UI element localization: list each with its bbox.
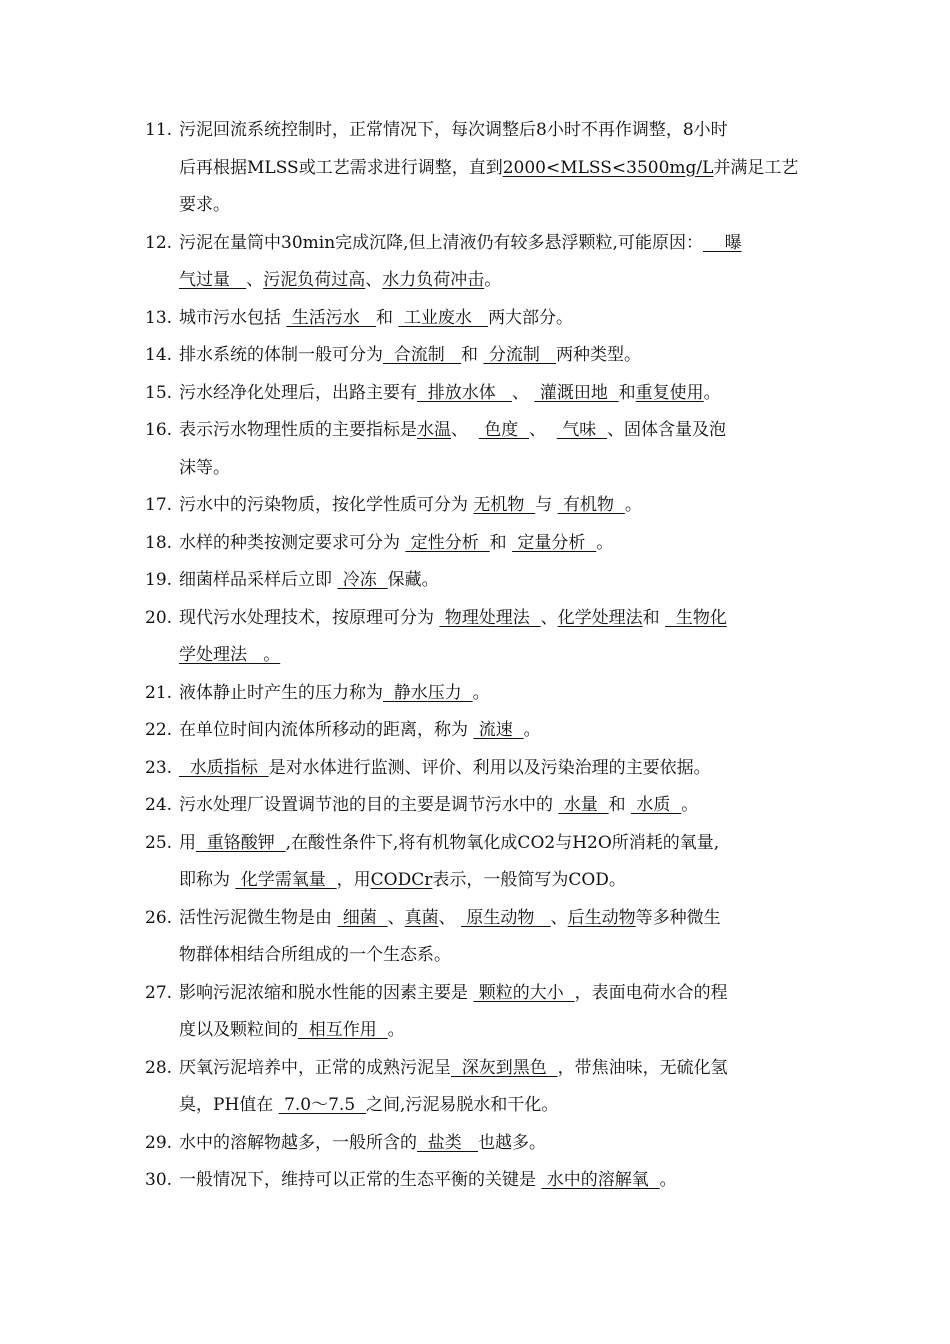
text-segment: 。 [472, 682, 490, 703]
text-segment: 活性污泥微生物是由 [179, 907, 338, 928]
question-item [145, 112, 810, 225]
answer-blank: 灌溉田地 [534, 382, 619, 403]
text-segment: 、固体含量及泡 [607, 420, 727, 440]
question-number: 11. [145, 120, 173, 140]
answer-blank: 定性分析 [405, 532, 490, 553]
question-item [145, 750, 810, 788]
text-segment: 污泥在量筒中30min完成沉降,但上清液仍有较多悬浮颗粒,可能原因： [179, 232, 703, 253]
question-item [145, 600, 810, 675]
answer-blank: 深灰到黑色 [451, 1057, 558, 1078]
text-segment: 。 [681, 795, 699, 815]
text-segment: 、 [365, 270, 383, 290]
text-segment: ，表面电荷水合的程 [574, 982, 728, 1003]
text-segment: 、 [438, 907, 462, 928]
text-segment: 影响污泥浓缩和脱水性能的因素主要是 [179, 982, 474, 1003]
question-item [145, 300, 810, 338]
text-segment: 表示，一般简写为COD。 [432, 870, 626, 890]
question-number: 12. [145, 232, 173, 253]
question-item [145, 675, 810, 713]
text-segment: 也越多。 [478, 1132, 547, 1153]
question-number: 24. [145, 795, 173, 815]
text-segment: 和 [618, 382, 636, 403]
text-segment: 、 [529, 420, 557, 440]
answer-blank: 工业废水 [398, 307, 489, 328]
question-text [179, 600, 810, 675]
answer-blank: 后生动物 [567, 907, 636, 928]
text-segment: 物群体相结合所组成的一个生态系。 [179, 945, 451, 965]
answer-blank: 原生动物 [461, 907, 551, 928]
text-segment: 、 [512, 382, 535, 403]
answer-blank: 静水压力 [383, 682, 473, 703]
question-number: 19. [145, 570, 173, 590]
question-number: 28. [145, 1057, 173, 1078]
text-segment: 一般情况下，维持可以正常的生态平衡的关键是 [179, 1170, 542, 1190]
question-number: 14. [145, 345, 173, 365]
text-line [179, 300, 810, 338]
text-segment: 并满足工艺 [713, 157, 799, 178]
text-segment: 保藏。 [387, 570, 439, 590]
text-segment: 。 [659, 1170, 677, 1190]
text-segment: 度以及颗粒间的 [179, 1020, 298, 1040]
answer-blank: 水量 [558, 795, 609, 815]
text-line [179, 187, 810, 225]
answer-blank: 盐类 [417, 1132, 479, 1153]
text-segment: 是对水体进行监测、评价、利用以及污染治理的主要依据。 [268, 757, 711, 778]
question-text [179, 225, 810, 300]
answer-blank: 定量分析 [512, 532, 597, 553]
question-number: 23. [145, 757, 173, 778]
answer-blank: 细菌 [337, 907, 388, 928]
question-number: 22. [145, 720, 173, 740]
answer-blank: 气味 [556, 420, 608, 440]
text-segment: 。 [523, 720, 541, 740]
question-text [179, 900, 810, 975]
question-text [179, 487, 810, 525]
answer-blank: 冷冻 [337, 570, 388, 590]
question-text [179, 412, 810, 487]
text-line [179, 487, 810, 525]
question-text [179, 712, 810, 750]
text-segment: 。 [387, 1020, 405, 1040]
answer-blank: 重复使用 [635, 382, 704, 403]
question-text [179, 562, 810, 600]
text-segment: 水样的种类按测定要求可分为 [179, 532, 406, 553]
text-segment: 与 [535, 495, 558, 515]
answer-blank: 排放水体 [417, 382, 513, 403]
question-text [179, 975, 810, 1050]
question-item [145, 487, 810, 525]
question-text [179, 337, 810, 375]
text-segment: 和 [461, 345, 484, 365]
text-segment: 污水经净化处理后，出路主要有 [179, 382, 417, 403]
question-text [179, 112, 810, 225]
text-segment: 、 [387, 907, 405, 928]
text-segment: 厌氧污泥培养中，正常的成熟污泥呈 [179, 1057, 451, 1078]
text-line [179, 337, 810, 375]
text-line [179, 262, 810, 300]
question-number: 20. [145, 607, 173, 628]
answer-blank: 学处理法 。 [179, 645, 281, 665]
answer-blank: 化学需氧量 [235, 870, 337, 890]
text-segment: 污水中的污染物质，按化学性质可分为 [179, 495, 474, 515]
text-line [179, 712, 810, 750]
text-segment: 和 [489, 532, 513, 553]
answer-blank: 水质指标 [179, 757, 269, 778]
text-line [179, 825, 810, 863]
text-segment: 用 [179, 832, 196, 853]
text-segment: 污水处理厂设置调节池的目的主要是调节污水中的 [179, 795, 559, 815]
answer-blank: 2000<MLSS<3500mg/L [502, 157, 714, 178]
question-text [179, 525, 810, 563]
question-number: 21. [145, 682, 173, 703]
text-segment: 臭，PH值在 [179, 1095, 279, 1115]
question-number: 13. [145, 307, 173, 328]
text-segment: 两大部分。 [488, 307, 574, 328]
question-number: 29. [145, 1132, 173, 1153]
question-number: 15. [145, 382, 173, 403]
text-line [179, 900, 810, 938]
question-number: 16. [145, 420, 173, 440]
answer-blank: CODCr [370, 870, 433, 890]
question-item [145, 1162, 810, 1200]
text-line [179, 450, 810, 488]
text-line [179, 412, 810, 450]
question-number: 17. [145, 495, 173, 515]
text-segment: 和 [642, 607, 666, 628]
answer-blank: 曝 [702, 232, 742, 253]
question-text [179, 675, 810, 713]
question-number: 27. [145, 982, 173, 1003]
text-line [179, 637, 810, 675]
question-text [179, 300, 810, 338]
answer-blank: 重铬酸钾 [196, 832, 286, 853]
text-segment: ，带焦油味，无硫化氢 [557, 1057, 728, 1078]
text-segment: 现代污水处理技术，按原理可分为 [179, 607, 440, 628]
text-segment: 污泥回流系统控制时，正常情况下，每次调整后8小时不再作调整，8小时 [179, 120, 728, 140]
text-line [179, 525, 810, 563]
text-segment: 排水系统的体制一般可分为 [179, 345, 383, 365]
question-item [145, 787, 810, 825]
question-item [145, 1050, 810, 1125]
answer-blank: 有机物 [557, 495, 625, 515]
question-number: 30. [145, 1170, 173, 1190]
question-item [145, 412, 810, 487]
text-line [179, 150, 810, 188]
text-segment: 沫等。 [179, 457, 230, 478]
answer-blank: 真菌 [404, 907, 439, 928]
question-text [179, 375, 810, 413]
text-segment: 之间,污泥易脱水和干化。 [365, 1095, 559, 1115]
text-line [179, 787, 810, 825]
text-segment: 、 [451, 420, 479, 440]
answer-blank: 合流制 [383, 345, 462, 365]
text-segment: 细菌样品采样后立即 [179, 570, 338, 590]
text-segment: 。 [596, 532, 614, 553]
question-text [179, 825, 810, 900]
text-segment: 液体静止时产生的压力称为 [179, 682, 383, 703]
text-segment: 。 [703, 382, 721, 403]
answer-blank: 物理处理法 [439, 607, 541, 628]
text-line [179, 562, 810, 600]
text-segment: 两种类型。 [556, 345, 642, 365]
answer-blank: 色度 [478, 420, 530, 440]
text-segment: 在单位时间内流体所移动的距离，称为 [179, 720, 474, 740]
text-line [179, 975, 810, 1013]
text-line [179, 1050, 810, 1088]
text-line [179, 1087, 810, 1125]
answer-blank: 分流制 [483, 345, 557, 365]
text-line [179, 1162, 810, 1200]
answer-blank: 生活污水 [286, 307, 377, 328]
question-text [179, 787, 810, 825]
text-segment: 和 [376, 307, 399, 328]
text-segment: 要求。 [179, 195, 230, 215]
text-line [179, 375, 810, 413]
text-segment: ，用 [336, 870, 371, 890]
question-item [145, 712, 810, 750]
question-text [179, 750, 810, 788]
question-item [145, 1125, 810, 1163]
answer-blank: 污泥负荷过高 [263, 270, 366, 290]
text-segment: 即称为 [179, 870, 236, 890]
text-segment: 等多种微生 [635, 907, 721, 928]
answer-blank: 流速 [473, 720, 524, 740]
text-segment: 城市污水包括 [179, 307, 287, 328]
answer-blank: 相互作用 [298, 1020, 388, 1040]
text-line [179, 600, 810, 638]
text-line [179, 112, 810, 150]
answer-blank: 水中的溶解氧 [541, 1170, 660, 1190]
text-segment: 。 [624, 495, 642, 515]
answer-blank: 7.0～7.5 [278, 1095, 366, 1115]
question-item [145, 375, 810, 413]
answer-blank: 气过量 [179, 270, 247, 290]
question-number: 26. [145, 907, 173, 928]
question-text [179, 1050, 810, 1125]
text-segment: 。 [484, 270, 502, 290]
text-segment: 后再根据MLSS或工艺需求进行调整，直到 [179, 157, 503, 178]
question-item [145, 225, 810, 300]
text-segment: 、 [246, 270, 264, 290]
question-item [145, 562, 810, 600]
text-segment: 表示污水物理性质的主要指标是 [179, 420, 417, 440]
text-segment: 和 [608, 795, 632, 815]
question-item [145, 900, 810, 975]
question-item [145, 975, 810, 1050]
answer-blank: 水力负荷冲击 [382, 270, 485, 290]
answer-blank: 生物化 [665, 607, 727, 628]
question-text [179, 1125, 810, 1163]
question-item [145, 337, 810, 375]
text-line [179, 675, 810, 713]
text-line [179, 750, 810, 788]
answer-blank: 水温 [417, 420, 451, 440]
question-number: 25. [145, 832, 173, 853]
question-text [179, 1162, 810, 1200]
text-line [179, 937, 810, 975]
question-item [145, 525, 810, 563]
text-line [179, 1125, 810, 1163]
text-segment: 、 [550, 907, 568, 928]
answer-blank: 化学处理法 [557, 607, 643, 628]
question-item [145, 825, 810, 900]
text-line [179, 1012, 810, 1050]
text-segment: 、 [540, 607, 558, 628]
text-segment: ,在酸性条件下,将有机物氧化成CO2与H2O所消耗的氧量, [285, 832, 720, 853]
answer-blank: 无机物 [473, 495, 536, 515]
text-segment: 水中的溶解物越多，一般所含的 [179, 1132, 417, 1153]
answer-blank: 水质 [631, 795, 682, 815]
text-line [179, 862, 810, 900]
answer-blank: 颗粒的大小 [473, 982, 575, 1003]
text-line [179, 225, 810, 263]
question-number: 18. [145, 532, 173, 553]
